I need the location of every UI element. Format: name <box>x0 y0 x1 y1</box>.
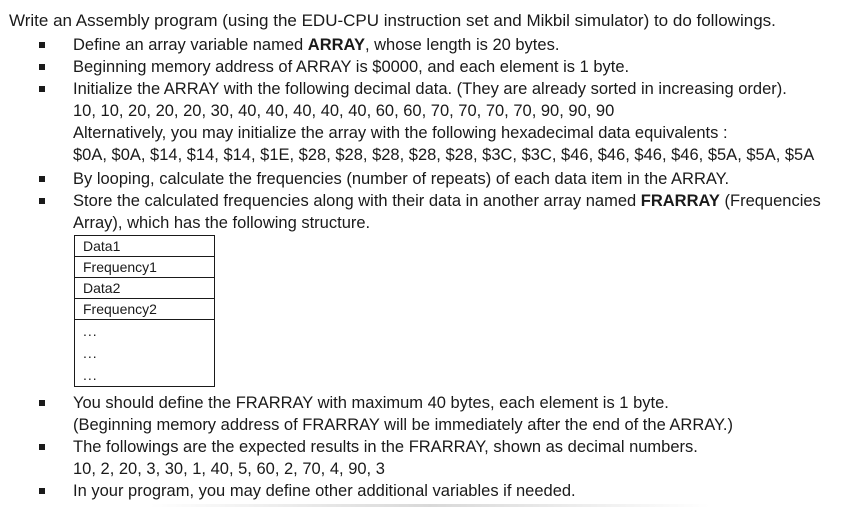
text-segment: Define an array variable named <box>73 36 308 54</box>
bottom-divider <box>150 504 710 507</box>
text-segment: Store the calculated frequencies along with their data in another array named <box>73 192 641 210</box>
structure-cell-data2: Data2 <box>75 278 214 299</box>
structure-ellipsis: ... <box>83 323 98 339</box>
bullet-frarray-size: You should define the FRARRAY with maximum 40 bytes, each element is 1 byte. <box>73 394 669 412</box>
bullet-array-definition <box>73 34 559 56</box>
bullet-store-continuation: Array), which has the following structure. <box>73 214 371 232</box>
decimal-data-list: 10, 10, 20, 20, 20, 30, 40, 40, 40, 40, 40, 60, 60, 70, 70, 70, 70, 90, 90, 90 <box>73 102 615 120</box>
bullet-initialize: Initialize the ARRAY with the following decimal data. (They are already sorted in increasing order). <box>73 80 787 98</box>
structure-ellipsis: ... <box>83 367 98 383</box>
hex-data-list: $0A, $0A, $14, $14, $14, $1E, $28, $28, $28, $28, $28, $3C, $3C, $46, $46, $46, $46, $5A, $5A, $5A <box>73 146 815 164</box>
bullet-marker <box>39 86 45 92</box>
expected-results-list: 10, 2, 20, 3, 30, 1, 40, 5, 60, 2, 70, 4, 90, 3 <box>73 460 385 478</box>
alternative-note: Alternatively, you may initialize the array with the following hexadecimal data equivalents : <box>73 124 728 142</box>
intro-text: Write an Assembly program (using the EDU-CPU instruction set and Mikbil simulator) to do followings. <box>9 11 776 30</box>
bullet-store-frequencies <box>73 190 821 212</box>
bullet-additional-variables: In your program, you may define other additional variables if needed. <box>73 482 576 500</box>
frarray-structure-table <box>74 235 215 387</box>
bold-frarray-name: FRARRAY <box>640 192 720 210</box>
bullet-marker <box>39 64 45 70</box>
text-segment: , whose length is 20 bytes. <box>364 36 560 54</box>
structure-cell-data1: Data1 <box>75 236 214 257</box>
bold-array-name: ARRAY <box>307 36 365 54</box>
bullet-marker <box>39 400 45 406</box>
bullet-marker <box>39 42 45 48</box>
structure-cell-frequency2: Frequency2 <box>75 299 214 320</box>
text-segment: (Frequencies <box>719 192 821 210</box>
bullet-marker <box>39 444 45 450</box>
bullet-marker <box>39 198 45 204</box>
bullet-array-address: Beginning memory address of ARRAY is $0000, and each element is 1 byte. <box>73 58 630 76</box>
bullet-frarray-address: (Beginning memory address of FRARRAY will be immediately after the end of the ARRAY.) <box>73 416 733 434</box>
bullet-marker <box>39 488 45 494</box>
bullet-looping: By looping, calculate the frequencies (number of repeats) of each data item in the ARRAY. <box>73 170 730 188</box>
structure-ellipsis: ... <box>83 345 98 361</box>
structure-cell-frequency1: Frequency1 <box>75 257 214 278</box>
bullet-expected-results: The followings are the expected results in the FRARRAY, shown as decimal numbers. <box>73 438 698 456</box>
bullet-marker <box>39 176 45 182</box>
